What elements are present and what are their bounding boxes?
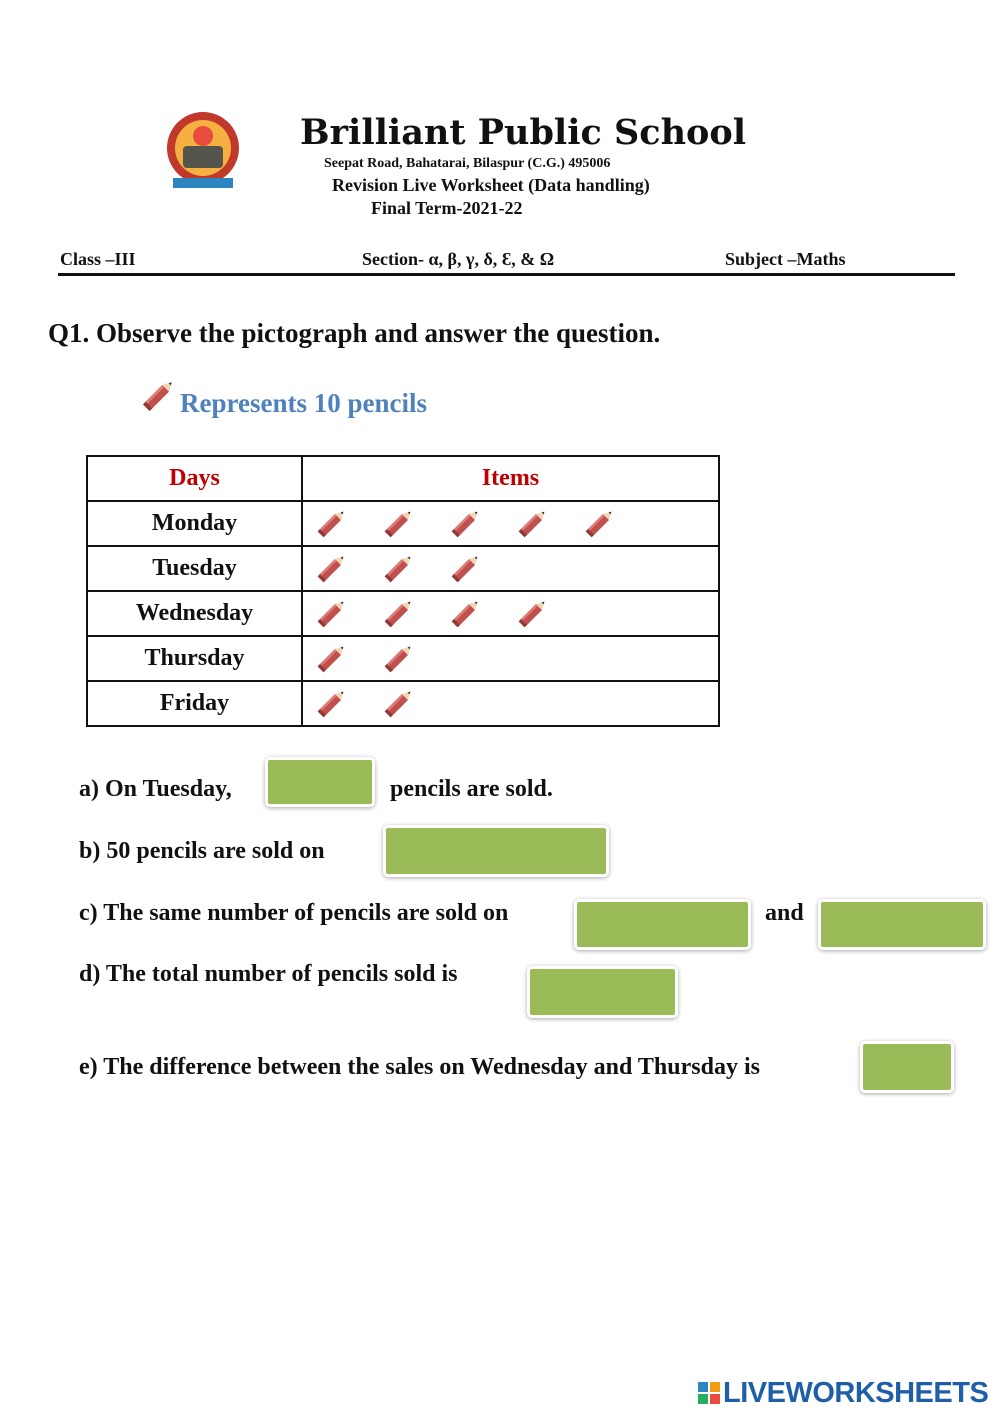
answer-box-c2[interactable] xyxy=(818,899,986,950)
question-e-text: e) The difference between the sales on Wednesday and Thursday is xyxy=(79,1054,760,1080)
term-label: Final Term-2021-22 xyxy=(371,198,523,218)
question-b-text: b) 50 pencils are sold on xyxy=(79,838,325,864)
pencil-icon xyxy=(315,686,349,720)
worksheet-title: Revision Live Worksheet (Data handling) xyxy=(332,175,650,195)
table-row xyxy=(87,591,719,636)
pictograph-key: Represents 10 pencils xyxy=(180,388,427,418)
items-cell xyxy=(302,681,719,726)
school-address: Seepat Road, Bahatarai, Bilaspur (C.G.) 495006 xyxy=(324,156,611,171)
question-c-text: c) The same number of pencils are sold on xyxy=(79,900,509,926)
day-label: Friday xyxy=(87,681,302,726)
pencil-icon xyxy=(382,551,416,585)
day-label: Wednesday xyxy=(87,591,302,636)
liveworksheets-logo-icon xyxy=(697,1381,721,1405)
question-c-and: and xyxy=(765,900,804,926)
brand-text: LIVEWORKSHEETS xyxy=(723,1376,989,1409)
table-row xyxy=(87,636,719,681)
table-row xyxy=(87,546,719,591)
day-label: Tuesday xyxy=(87,546,302,591)
day-label: Monday xyxy=(87,501,302,546)
school-name: Brilliant Public School xyxy=(300,112,747,153)
answer-box-b[interactable] xyxy=(383,825,609,877)
pencil-icon xyxy=(382,686,416,720)
question-a-suffix: pencils are sold. xyxy=(390,776,553,802)
question-d-text: d) The total number of pencils sold is xyxy=(79,961,458,987)
items-cell xyxy=(302,636,719,681)
question-title: Q1. Observe the pictograph and answer the question. xyxy=(48,318,661,348)
answer-box-e[interactable] xyxy=(860,1041,954,1093)
pencil-icon xyxy=(140,376,178,414)
items-cell xyxy=(302,591,719,636)
pencil-icon xyxy=(449,551,483,585)
pencil-icon xyxy=(315,551,349,585)
class-label: Class –III xyxy=(60,249,136,269)
pencil-icon xyxy=(315,506,349,540)
table-row xyxy=(87,501,719,546)
items-cell xyxy=(302,501,719,546)
column-header-days: Days xyxy=(87,456,302,501)
pencil-icon xyxy=(315,596,349,630)
pencil-icon xyxy=(382,641,416,675)
table-row xyxy=(87,681,719,726)
pencil-icon xyxy=(449,506,483,540)
pictograph-table xyxy=(86,455,720,727)
header-divider xyxy=(58,273,955,276)
question-a-text: a) On Tuesday, xyxy=(79,776,232,802)
items-cell xyxy=(302,546,719,591)
pencil-icon xyxy=(449,596,483,630)
school-logo xyxy=(163,110,243,195)
pencil-icon xyxy=(382,506,416,540)
answer-box-c1[interactable] xyxy=(574,899,751,950)
pencil-icon xyxy=(516,596,550,630)
answer-box-a[interactable] xyxy=(265,757,375,807)
answer-box-d[interactable] xyxy=(527,966,678,1018)
pencil-icon xyxy=(382,596,416,630)
pencil-icon xyxy=(583,506,617,540)
liveworksheets-brand xyxy=(697,1375,988,1411)
pencil-icon xyxy=(315,641,349,675)
section-label: Section- α, β, γ, δ, Ɛ, & Ω xyxy=(362,249,555,269)
day-label: Thursday xyxy=(87,636,302,681)
column-header-items: Items xyxy=(302,456,719,501)
pencil-icon xyxy=(516,506,550,540)
subject-label: Subject –Maths xyxy=(725,249,846,269)
